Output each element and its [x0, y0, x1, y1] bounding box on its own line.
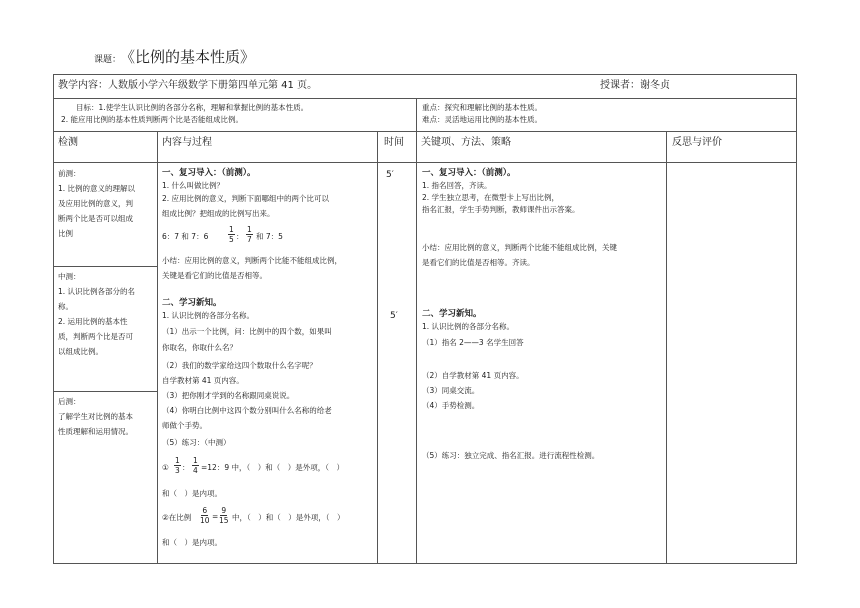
title-prefix: 课题： [94, 55, 122, 65]
fraction-numerator: 9 [221, 506, 227, 515]
key-line: （3）同桌交流。 [422, 386, 480, 395]
content-line: 你取名，你取什么名？ [162, 343, 237, 352]
exercise-1-text: =12：9 中，（ ）和（ ）是外项，（ ） [201, 463, 344, 472]
fraction-denominator: 4 [193, 466, 198, 475]
goal-line-2: 2. 能应用比例的基本性质判断两个比是否能组成比例。 [61, 115, 244, 124]
key-line: 小结：应用比例的意义，判断两个比能不能组成比例，关键 [422, 243, 617, 252]
mid-test-line: 质，判断两个比是否可 [58, 332, 133, 341]
fraction-numerator: 1 [175, 456, 180, 465]
key-line: 1. 指名回答，齐读。 [422, 181, 492, 190]
key-line: 指名汇报，学生手势判断，教师课件出示答案。 [422, 205, 580, 214]
key-line: （2）自学教材第 41 页内容。 [422, 371, 524, 380]
content-line: 1. 什么叫做比例？ [162, 181, 225, 190]
post-test-title: 后测： [58, 397, 81, 406]
content-line: 自学教材第 41 页内容。 [162, 376, 244, 385]
content-line: （2）我们的数学家给这四个数取什么名字呢？ [162, 361, 317, 370]
content-line: （4）你明白比例中这四个数分别叫什么名称的给老 [162, 406, 332, 415]
fraction-numerator: 1 [247, 225, 252, 234]
key-section-2-title: 二、学习新知。 [422, 309, 482, 319]
key-line: （5）练习：独立完成、指名汇报。进行流程性检测。 [422, 451, 600, 460]
content-line: 组成比例？把组成的比例写出来。 [162, 209, 275, 218]
fraction-denominator: 10 [200, 516, 210, 525]
page-title: 《比例的基本性质》 [120, 48, 256, 66]
mid-test-line: 2. 运用比例的基本性 [58, 317, 128, 326]
col-header-time: 时间 [384, 137, 404, 148]
fraction [219, 506, 229, 525]
ratio-colon: ： [182, 463, 190, 472]
key-point: 重点：探究和理解比例的基本性质。 [422, 103, 542, 112]
content-line: 2. 应用比例的意义，判断下面哪组中的两个比可以 [162, 194, 330, 203]
key-line: （4）手势检测。 [422, 401, 480, 410]
mid-test-line: 以组成比例。 [58, 347, 103, 356]
fraction-numerator: 1 [193, 456, 198, 465]
col-header-check: 检测 [58, 137, 78, 148]
fraction [192, 456, 199, 475]
key-line: 2. 学生独立思考，在微型卡上写出比例， [422, 193, 560, 202]
pre-test-line: 1. 比例的意义的理解以 [58, 184, 136, 193]
ratio-colon: ： [236, 232, 244, 241]
exercise-2-text: 和（ ）是内项。 [162, 538, 222, 547]
reflection-cell [667, 163, 796, 563]
teacher-label: 授课者：谢冬贞 [600, 80, 670, 91]
fraction-numerator: 6 [202, 506, 208, 515]
difficult-point: 难点：灵活地运用比例的基本性质。 [422, 115, 542, 124]
content-section-1-title: 一、复习导入：（前测）。 [162, 168, 256, 178]
teaching-content: 教学内容：人数版小学六年级数学下册第四单元第 41 页。 [58, 80, 318, 91]
mid-test-line: 1. 认识比例各部分的名 [58, 287, 136, 296]
content-line: （5）练习：（中测） [162, 438, 231, 447]
content-line: （1）出示一个比例，问：比例中的四个数，如果叫 [162, 327, 332, 336]
content-line: 师做个手势。 [162, 421, 207, 430]
col-header-reflect: 反思与评价 [672, 137, 722, 148]
goal-line-1: 目标：1.使学生认识比例的各部分名称，理解和掌握比例的基本性质。 [76, 103, 309, 112]
pre-test-line: 比例 [58, 229, 73, 238]
pre-test-title: 前测： [58, 169, 81, 178]
post-test-line: 性质理解和运用情况。 [58, 427, 133, 436]
fraction-denominator: 5 [229, 235, 234, 244]
fraction-denominator: 7 [247, 235, 252, 244]
col-header-content: 内容与过程 [162, 137, 212, 148]
content-line: 关键是看它们的比值是否相等。 [162, 271, 267, 280]
pre-test-line: 及应用比例的意义，判 [58, 199, 133, 208]
content-line: 1. 认识比例的各部分名称。 [162, 311, 255, 320]
mid-test-line: 称。 [58, 302, 73, 311]
exercise-1-text: 和（ ）是内项。 [162, 489, 222, 498]
fraction [174, 456, 181, 475]
content-example-ratio: 6：7 和 7：6 [162, 232, 209, 241]
key-line: （1）指名 2——3 名学生回答 [422, 338, 524, 347]
fraction [246, 225, 253, 244]
key-line: 是看它们的比值是否相等。齐读。 [422, 258, 535, 267]
fraction [200, 506, 210, 525]
col-header-key: 关键项、方法、策略 [421, 137, 511, 148]
mid-test-title: 中测： [58, 272, 81, 281]
exercise-2-text: ②在比例 [162, 513, 192, 522]
exercise-2-text: 中，（ ）和（ ）是外项，（ ） [232, 513, 345, 522]
content-line: （3）把你刚才学到的名称跟同桌说说。 [162, 391, 295, 400]
key-line: 1. 认识比例的各部分名称。 [422, 322, 515, 331]
time-value: 5′ [386, 170, 394, 180]
content-section-2-title: 二、学习新知。 [162, 298, 222, 308]
fraction [228, 225, 235, 244]
fraction-denominator: 3 [175, 466, 180, 475]
key-section-1-title: 一、复习导入：（前测）。 [422, 168, 516, 178]
fraction-denominator: 15 [219, 516, 229, 525]
fraction-numerator: 1 [229, 225, 234, 234]
pre-test-line: 断两个比是否可以组成 [58, 214, 133, 223]
post-test-line: 了解学生对比例的基本 [58, 412, 133, 421]
exercise-1-marker: ① [162, 463, 169, 472]
content-example-ratio: 和 7：5 [256, 232, 283, 241]
equals-sign: = [212, 512, 219, 521]
content-line: 小结：应用比例的意义，判断两个比能不能组成比例， [162, 256, 342, 265]
time-value: 5′ [390, 311, 398, 321]
